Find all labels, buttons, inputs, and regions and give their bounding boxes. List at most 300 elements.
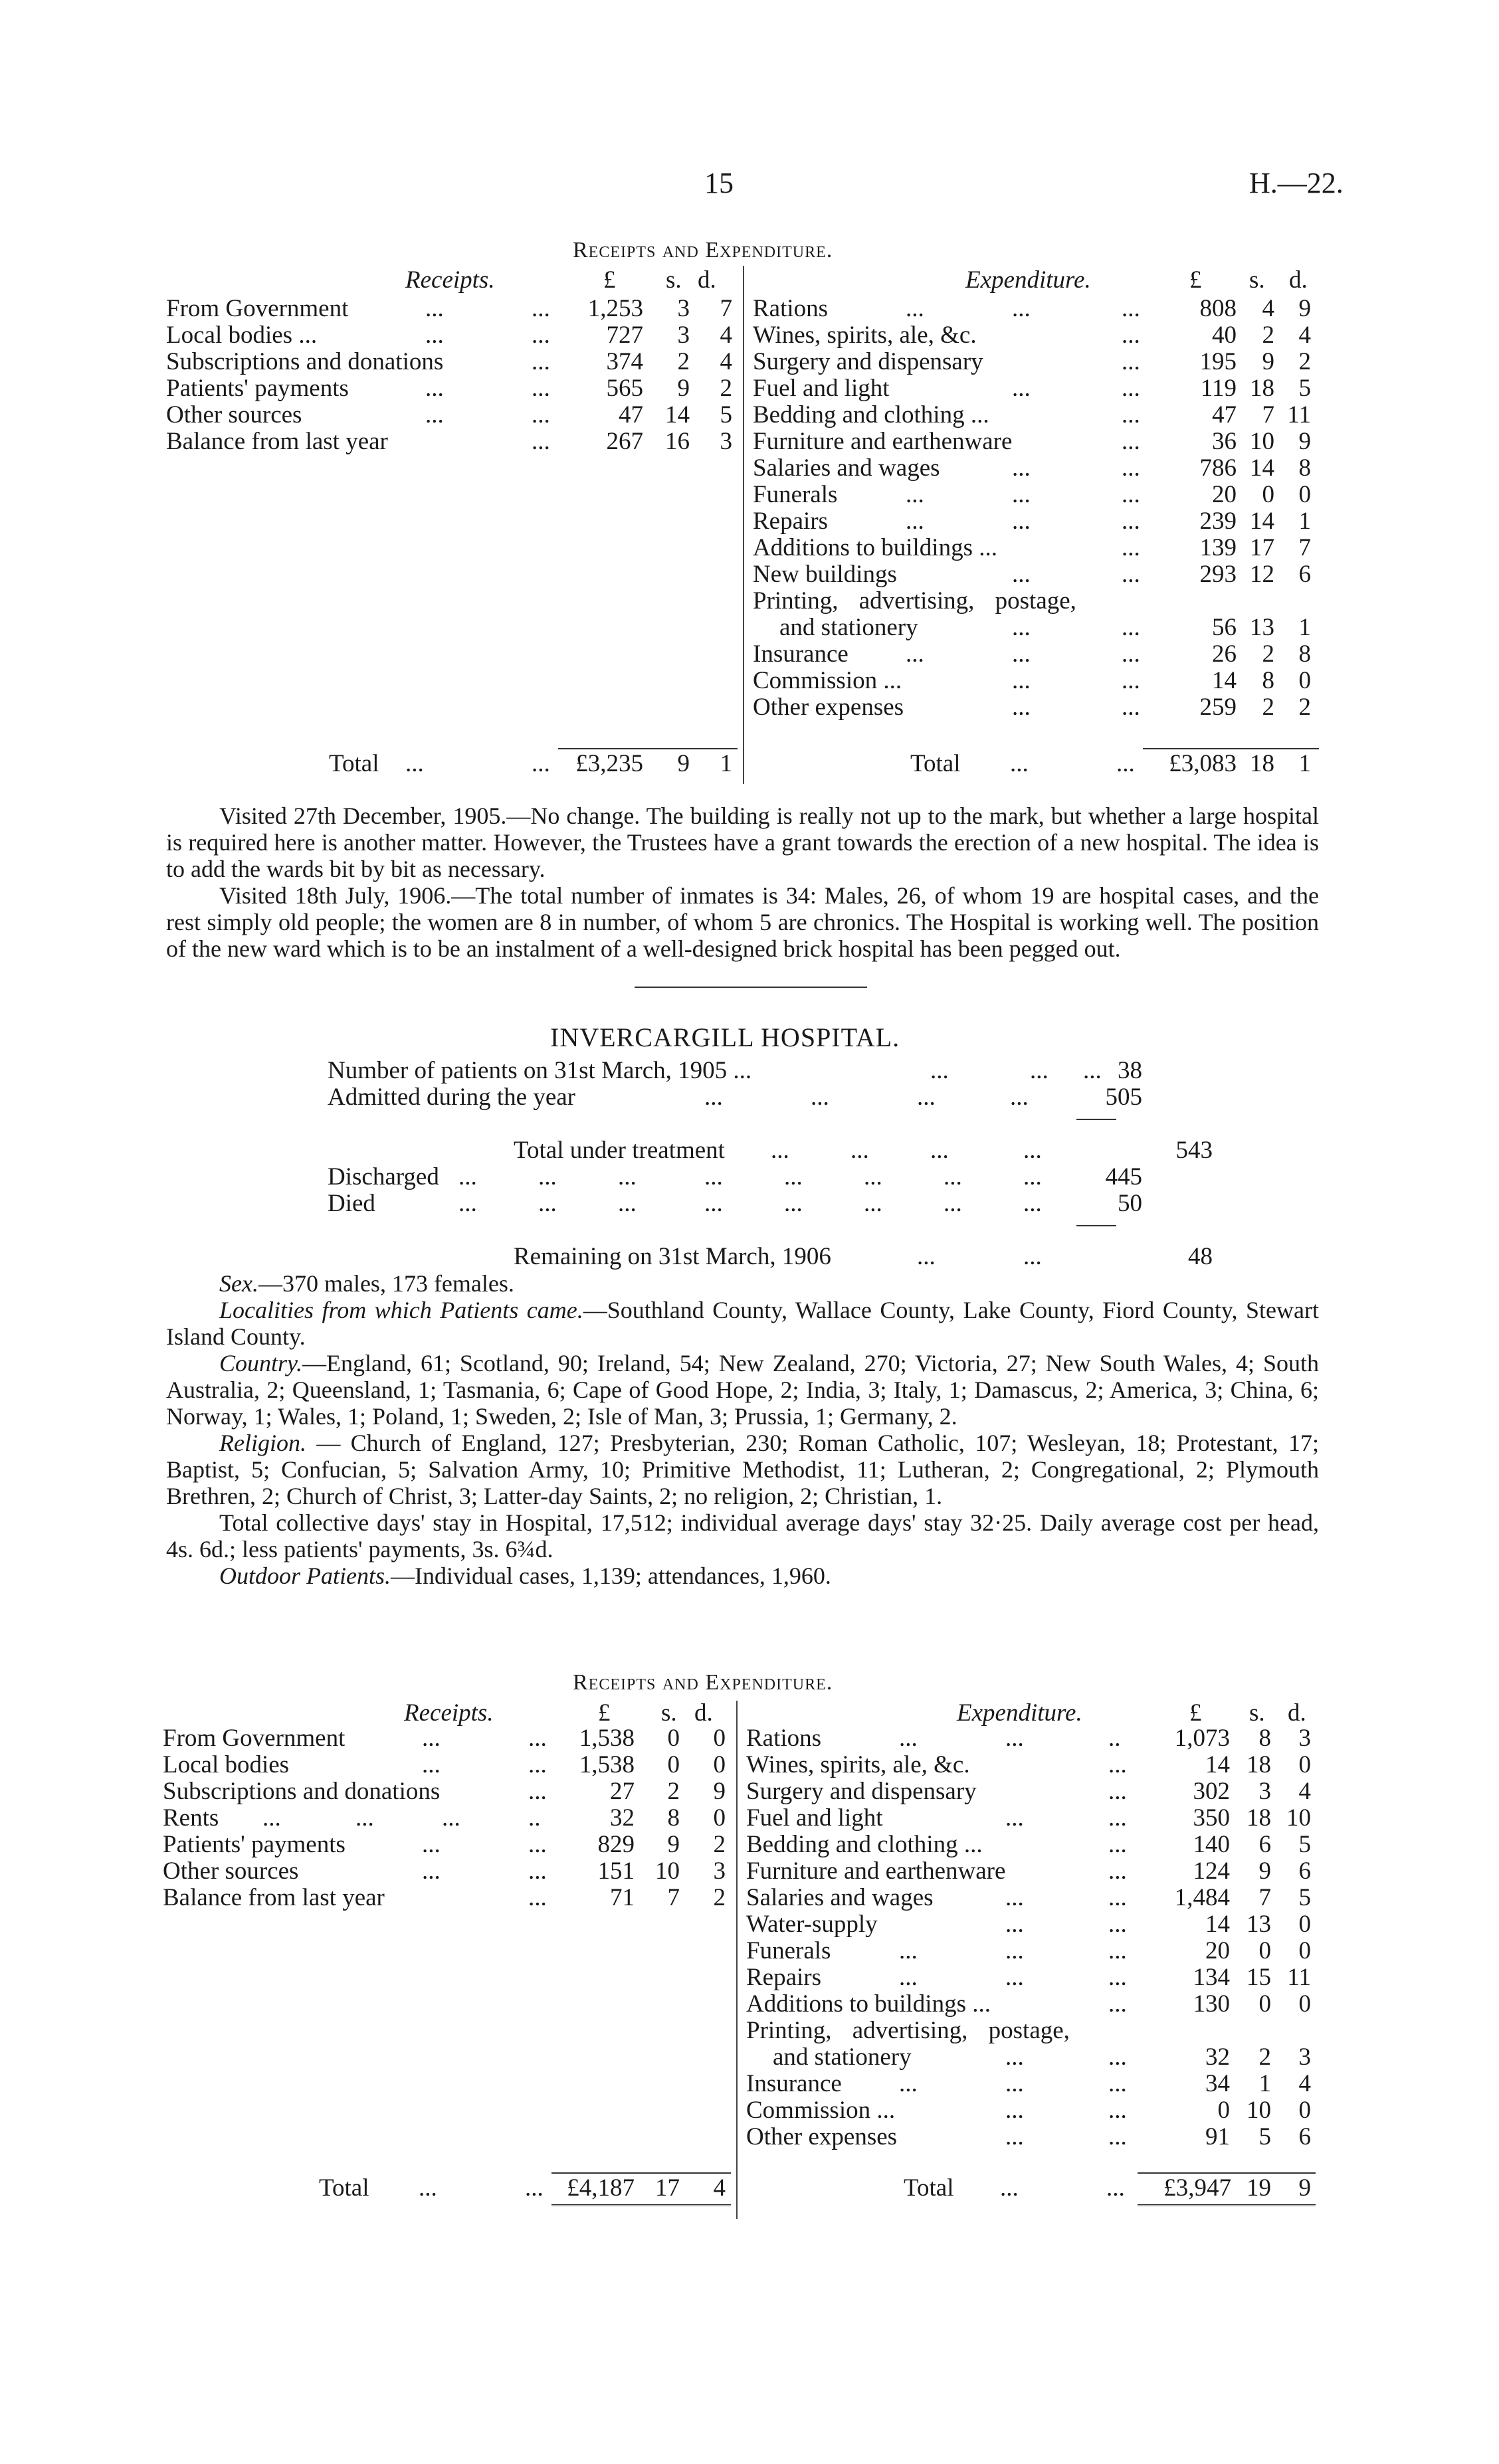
- row-label: Insurance: [746, 2070, 842, 2097]
- row-label: Surgery and dispensary: [746, 1778, 977, 1805]
- shillings-column-header: s.: [1249, 266, 1265, 294]
- expenditure-total-shillings: 18: [1250, 750, 1274, 777]
- ledger-row: Funerals ... ... ... 20 0 0: [753, 481, 1311, 508]
- subtotal-rule: [1076, 1225, 1116, 1226]
- pounds-value: 20: [1205, 1937, 1230, 1964]
- receipts-total-pence: 1: [720, 750, 732, 777]
- totals-row: Total ... ... £3,235 9 1 Total ... ... £3,083 18 1: [329, 750, 1311, 777]
- pence-value: 0: [1298, 1911, 1311, 1938]
- pounds-value: 40: [1212, 322, 1237, 349]
- pounds-value: 350: [1193, 1804, 1230, 1832]
- pounds-value: 32: [1205, 2043, 1230, 2071]
- stay-text: Total collective days' stay in Hospital, 17,512; individual average days' stay 32·25. Daily average cost per head, 4s. 6d.; less patients' payments, 3s. 6¾d.: [166, 1509, 1319, 1563]
- row-label: Other sources: [166, 401, 302, 428]
- shillings-value: 9: [677, 375, 690, 402]
- row-label: Furniture and earthenware: [746, 1857, 1006, 1885]
- ledger-row: Surgery and dispensary ... 195 9 2: [753, 348, 1311, 375]
- shillings-value: 13: [1250, 614, 1274, 641]
- pounds-column-header: £: [1189, 266, 1202, 294]
- shillings-value: 5: [1258, 2123, 1271, 2150]
- shillings-value: 8: [667, 1804, 680, 1832]
- row-label: Bedding and clothing ...: [753, 401, 989, 428]
- receipts-heading: Receipts.: [404, 1699, 494, 1727]
- ledger-row: Other expenses ... ... 91 5 6: [746, 2123, 1311, 2150]
- shillings-column-header: s.: [666, 266, 682, 294]
- pence-value: 8: [1298, 640, 1311, 668]
- pence-value: 0: [1298, 1751, 1311, 1778]
- census-value: 505: [1105, 1084, 1142, 1111]
- shillings-value: 4: [1262, 295, 1274, 322]
- pence-value: 0: [1298, 667, 1311, 694]
- shillings-value: 2: [677, 348, 690, 375]
- ledger-row: Patients' payments ... ... 565 9 2: [166, 375, 732, 402]
- visit-notes: [166, 803, 1319, 962]
- pounds-value: 71: [610, 1884, 635, 1911]
- census-label: Discharged: [328, 1163, 439, 1190]
- shillings-value: 14: [665, 401, 690, 428]
- shillings-value: 10: [655, 1857, 680, 1885]
- shillings-value: 0: [1258, 1990, 1271, 2018]
- shillings-value: 1: [1258, 2070, 1271, 2097]
- sex-text: —370 males, 173 females.: [258, 1270, 514, 1297]
- pence-value: 2: [713, 1884, 726, 1911]
- expenditure-heading: Expenditure.: [957, 1699, 1082, 1727]
- pence-value: 6: [1298, 2123, 1311, 2150]
- religion-label: Religion.: [219, 1430, 306, 1456]
- pounds-value: 727: [606, 322, 643, 349]
- pounds-column-header: £: [598, 1699, 611, 1727]
- pence-column-header: d.: [698, 266, 716, 294]
- row-label: Other sources: [163, 1857, 299, 1885]
- ledger-row: Local bodies ... ... ... 727 3 4: [166, 322, 732, 349]
- receipts-total-shillings: 9: [677, 750, 690, 777]
- shillings-value: 2: [667, 1778, 680, 1805]
- shillings-value: 0: [667, 1751, 680, 1778]
- receipts-total-pounds: £4,187: [567, 2174, 635, 2202]
- ledger-row: Patients' payments ... ... 829 9 2: [163, 1831, 726, 1858]
- shillings-value: 9: [667, 1831, 680, 1858]
- ledger-row: Fuel and light ... ... 350 18 10: [746, 1804, 1311, 1832]
- ledger-row: Additions to buildings ... ... 130 0 0: [746, 1990, 1311, 2018]
- census-value: 38: [1118, 1057, 1142, 1084]
- localities-label: Localities from which Patients came.: [219, 1297, 583, 1323]
- pounds-value: 293: [1199, 561, 1237, 588]
- row-label: Furniture and earthenware: [753, 428, 1013, 455]
- row-label: Additions to buildings ...: [746, 1990, 991, 2018]
- shillings-column-header: s.: [1249, 1699, 1265, 1727]
- census-label: Died: [328, 1190, 375, 1217]
- pounds-value: 1,073: [1174, 1725, 1230, 1752]
- visit-note: Visited 27th December, 1905.—No change. The building is really not up to the mark, but whether a large hospital is required here is another matter. However, the Trustees have a grant towards the erection of a new hospital. The idea is to add the wards bit by bit as necessary.: [166, 803, 1319, 882]
- receipts-heading: Receipts.: [405, 266, 495, 294]
- shillings-value: 17: [1250, 534, 1274, 561]
- hospital-title: INVERCARGILL HOSPITAL.: [550, 1022, 900, 1052]
- ledger-row: Additions to buildings ... ... 139 17 7: [753, 534, 1311, 561]
- ledger-row: From Government ... ... 1,538 0 0: [163, 1725, 726, 1752]
- pence-value: 0: [1298, 1937, 1311, 1964]
- total-rule: [1143, 748, 1319, 749]
- row-label: and stationery: [773, 2043, 912, 2071]
- shillings-value: 14: [1250, 508, 1274, 535]
- pounds-value: 1,538: [579, 1725, 635, 1752]
- country-label: Country.: [219, 1350, 303, 1376]
- patient-census: Number of patients on 31st March, 1905 ... ... ... ... 38 Admitted during the year ... ... ... ... 505 Total under treatment ... ... ... ... 543 Discharged ... ... ... ... ... ... ... ... 445 Died ... ... ... ... ... ... ... ... 50 Remaining on 31st March, 1906 ... ... 48: [328, 1057, 1213, 1270]
- pounds-value: 374: [606, 348, 643, 375]
- pence-value: 0: [1298, 2097, 1311, 2124]
- ledger-row: Other expenses ... ... 259 2 2: [753, 694, 1311, 721]
- pounds-value: 47: [619, 401, 643, 428]
- pounds-value: 32: [610, 1804, 635, 1832]
- pence-value: 0: [713, 1725, 726, 1752]
- pounds-value: 124: [1193, 1857, 1230, 1885]
- total-label: Total: [319, 2174, 369, 2202]
- country-text: —England, 61; Scotland, 90; Ireland, 54; New Zealand, 270; Victoria, 27; New South Wales, 4; South Australia, 2; Queensland, 1; Tasmania, 6; Cape of Good Hope, 2; India, 3; Italy, 1; Damascus, 2; America, 3; China, 6; Norway, 1; Wales, 1; Poland, 1; Sweden, 2; Isle of Man, 3; Prussia, 1; Germany, 2.: [166, 1350, 1319, 1430]
- ledger-row: Wines, spirits, ale, &c. ... 40 2 4: [753, 322, 1311, 349]
- pounds-value: 36: [1212, 428, 1237, 455]
- row-label: Commission ...: [746, 2097, 896, 2124]
- double-rule: [551, 2204, 731, 2206]
- pence-value: 7: [720, 295, 732, 322]
- pence-value: 3: [1298, 1725, 1311, 1752]
- pounds-value: 0: [1217, 2097, 1230, 2124]
- expenditure-total-pence: 9: [1298, 2174, 1311, 2202]
- shillings-value: 14: [1250, 454, 1274, 482]
- pounds-value: 134: [1193, 1964, 1230, 1991]
- row-label: Printing, advertising, postage,: [753, 587, 1076, 615]
- ledger-row: Water-supply ... ... 14 13 0: [746, 1911, 1311, 1938]
- pence-value: 3: [713, 1857, 726, 1885]
- row-label: Insurance: [753, 640, 849, 668]
- pence-value: 9: [1298, 295, 1311, 322]
- row-label: Water-supply: [746, 1911, 878, 1938]
- pounds-value: 259: [1199, 694, 1237, 721]
- row-label: Other expenses: [753, 694, 904, 721]
- pence-value: 9: [1298, 428, 1311, 455]
- row-label: Fuel and light: [753, 375, 890, 402]
- row-label: Repairs: [746, 1964, 822, 1991]
- ledger-row: Balance from last year ... 267 16 3: [166, 428, 732, 455]
- row-label: From Government: [166, 295, 349, 322]
- pence-value: 11: [1287, 401, 1311, 428]
- ledger-row: and stationery ... ... 56 13 1: [779, 614, 1311, 641]
- ledger-row: Commission ... ... ... 0 10 0: [746, 2097, 1311, 2124]
- total-label: Total: [910, 750, 961, 777]
- row-label: Repairs: [753, 508, 829, 535]
- pence-value: 7: [1298, 534, 1311, 561]
- row-label: Rations: [753, 295, 829, 322]
- row-label: Balance from last year: [163, 1884, 385, 1911]
- pence-value: 3: [720, 428, 732, 455]
- row-label: Wines, spirits, ale, &c.: [746, 1751, 970, 1778]
- ledger-row: and stationery ... ... 32 2 3: [773, 2043, 1311, 2071]
- shillings-value: 3: [1258, 1778, 1271, 1805]
- pounds-value: 140: [1193, 1831, 1230, 1858]
- census-label: Admitted during the year: [328, 1084, 575, 1111]
- pence-column-header: d.: [1288, 1699, 1306, 1727]
- row-label: Printing, advertising, postage,: [746, 2017, 1070, 2044]
- localities-text: —Southland County, Wallace County, Lake County, Fiord County, Stewart Island County.: [166, 1297, 1319, 1350]
- hospital-details: [166, 1270, 1319, 1589]
- pounds-value: 239: [1199, 508, 1237, 535]
- pounds-value: 26: [1212, 640, 1237, 668]
- ledger-row: Salaries and wages ... ... 1,484 7 5: [746, 1884, 1311, 1911]
- pounds-value: 130: [1193, 1990, 1230, 2018]
- pence-value: 2: [713, 1831, 726, 1858]
- shillings-value: 18: [1247, 1804, 1271, 1832]
- shillings-value: 3: [677, 322, 690, 349]
- shillings-value: 0: [667, 1725, 680, 1752]
- census-value: 48: [1188, 1243, 1213, 1270]
- shillings-value: 6: [1258, 1831, 1271, 1858]
- row-label: and stationery: [779, 614, 918, 641]
- pence-value: 5: [720, 401, 732, 428]
- total-rule: [558, 748, 738, 749]
- ledger-row: Furniture and earthenware ... 36 10 9: [753, 428, 1311, 455]
- census-value: 50: [1118, 1190, 1142, 1217]
- total-rule: [551, 2172, 731, 2174]
- document-reference: H.—22.: [1249, 167, 1344, 199]
- column-divider: [743, 266, 744, 784]
- receipts-ledger: [166, 296, 738, 455]
- ledger-row: Rations ... ... .. 1,073 8 3: [746, 1725, 1311, 1752]
- census-value: 445: [1105, 1163, 1142, 1190]
- shillings-value: 13: [1247, 1911, 1271, 1938]
- pence-column-header: d.: [1289, 266, 1308, 294]
- visit-note: Visited 18th July, 1906.—The total number of inmates is 34: Males, 26, of whom 19 are hospital cases, and the rest simply old people; the women are 8 in number, of whom 5 are chronics. The Hospital is working well. The position of the new ward which is to be an instalment of a well-designed brick hospital has been pegged out.: [166, 882, 1319, 962]
- pounds-value: 14: [1212, 667, 1237, 694]
- pence-value: 4: [720, 348, 732, 375]
- pence-value: 4: [1298, 1778, 1311, 1805]
- ledger-row: Bedding and clothing ... ... 140 6 5: [746, 1831, 1311, 1858]
- pence-value: 2: [1298, 348, 1311, 375]
- shillings-value: 2: [1262, 694, 1274, 721]
- section-divider: [635, 987, 867, 988]
- shillings-value: 2: [1262, 640, 1274, 668]
- ledger-row: Subscriptions and donations ... 374 2 4: [166, 348, 732, 375]
- row-label: Commission ...: [753, 667, 902, 694]
- row-label: Balance from last year: [166, 428, 388, 455]
- ledger-row: Furniture and earthenware ... 124 9 6: [746, 1857, 1311, 1885]
- sex-label: Sex.: [219, 1270, 258, 1297]
- pence-value: 4: [720, 322, 732, 349]
- total-label: Total: [329, 750, 379, 777]
- pence-value: 5: [1298, 375, 1311, 402]
- ledger-row: Rations ... ... ... 808 4 9: [753, 295, 1311, 322]
- shillings-value: 10: [1250, 428, 1274, 455]
- census-label: Number of patients on 31st March, 1905 ...: [328, 1057, 752, 1084]
- row-label: From Government: [163, 1725, 346, 1752]
- ledger-row: Other sources ... ... 47 14 5: [166, 401, 732, 428]
- receipts-total-shillings: 17: [655, 2174, 680, 2202]
- row-label: Funerals: [746, 1937, 831, 1964]
- census-label: Total under treatment: [514, 1137, 725, 1164]
- ledger-row: Subscriptions and donations ... 27 2 9: [163, 1778, 726, 1805]
- pounds-value: 34: [1205, 2070, 1230, 2097]
- pounds-value: 565: [606, 375, 643, 402]
- row-label: Subscriptions and donations: [163, 1778, 441, 1805]
- shillings-value: 3: [677, 295, 690, 322]
- pounds-value: 151: [597, 1857, 635, 1885]
- row-label: Local bodies: [163, 1751, 290, 1778]
- pounds-value: 14: [1205, 1751, 1230, 1778]
- pence-value: 0: [713, 1804, 726, 1832]
- pence-value: 3: [1298, 2043, 1311, 2071]
- subtotal-rule: [1076, 1119, 1116, 1120]
- ledger-row: Surgery and dispensary ... 302 3 4: [746, 1778, 1311, 1805]
- pence-value: 1: [1298, 508, 1311, 535]
- pence-value: 10: [1286, 1804, 1311, 1832]
- row-label: Rents: [163, 1804, 219, 1832]
- pence-value: 0: [1298, 481, 1311, 508]
- expenditure-total-pounds: £3,083: [1169, 750, 1237, 777]
- total-label: Total: [904, 2174, 954, 2202]
- ledger-row: [746, 2018, 1324, 2044]
- ledger-row: Bedding and clothing ... ... 47 7 11: [753, 401, 1311, 428]
- pence-value: 1: [1298, 614, 1311, 641]
- outdoor-label: Outdoor Patients.: [219, 1563, 391, 1589]
- pounds-value: 195: [1199, 348, 1237, 375]
- pounds-value: 119: [1200, 375, 1237, 402]
- pence-value: 11: [1287, 1964, 1311, 1991]
- ledger-row: Local bodies ... ... 1,538 0 0: [163, 1751, 726, 1778]
- ledger-row: Repairs ... ... ... 134 15 11: [746, 1964, 1311, 1991]
- page-number: 15: [704, 167, 734, 199]
- pounds-value: 1,484: [1174, 1884, 1230, 1911]
- shillings-value: 16: [665, 428, 690, 455]
- pounds-value: 20: [1212, 481, 1237, 508]
- pounds-value: 14: [1205, 1911, 1230, 1938]
- shillings-value: 7: [1262, 401, 1274, 428]
- row-label: Additions to buildings ...: [753, 534, 997, 561]
- pounds-value: 91: [1205, 2123, 1230, 2150]
- shillings-value: 9: [1262, 348, 1274, 375]
- row-label: New buildings: [753, 561, 897, 588]
- expenditure-ledger: [746, 1725, 1324, 2150]
- row-label: Patients' payments: [166, 375, 349, 402]
- pounds-value: 267: [606, 428, 643, 455]
- row-label: Wines, spirits, ale, &c.: [753, 322, 977, 349]
- pounds-value: 139: [1199, 534, 1237, 561]
- total-rule: [1138, 2172, 1316, 2174]
- shillings-value: 12: [1250, 561, 1274, 588]
- shillings-value: 7: [667, 1884, 680, 1911]
- census-label: Remaining on 31st March, 1906: [514, 1243, 831, 1270]
- pounds-value: 1,253: [587, 295, 643, 322]
- expenditure-ledger: [753, 296, 1324, 721]
- shillings-value: 15: [1247, 1964, 1271, 1991]
- pounds-value: 27: [610, 1778, 635, 1805]
- column-divider: [736, 1701, 738, 2219]
- expenditure-total-pounds: £3,947: [1163, 2174, 1231, 2202]
- ledger-row: Other sources ... ... 151 10 3: [163, 1857, 726, 1885]
- expenditure-heading: Expenditure.: [965, 266, 1091, 294]
- outdoor-text: —Individual cases, 1,139; attendances, 1,960.: [391, 1563, 831, 1589]
- shillings-value: 7: [1258, 1884, 1271, 1911]
- row-label: Subscriptions and donations: [166, 348, 444, 375]
- shillings-value: 2: [1262, 322, 1274, 349]
- row-label: Patients' payments: [163, 1831, 346, 1858]
- section-title: Receipts and Expenditure.: [573, 1670, 833, 1695]
- ledger-row: New buildings ... ... 293 12 6: [753, 561, 1311, 588]
- ledger-row: Insurance ... ... ... 26 2 8: [753, 640, 1311, 668]
- row-label: Salaries and wages: [746, 1884, 934, 1911]
- pence-value: 5: [1298, 1884, 1311, 1911]
- receipts-ledger: [163, 1725, 734, 1911]
- expenditure-total-shillings: 19: [1247, 2174, 1271, 2202]
- pounds-value: 786: [1199, 454, 1237, 482]
- totals-row: Total ... ... £4,187 17 4 Total ... ... £3,947 19 9: [319, 2174, 1311, 2202]
- shillings-value: 0: [1262, 481, 1274, 508]
- ledger-row: Repairs ... ... ... 239 14 1: [753, 508, 1311, 535]
- shillings-value: 18: [1250, 375, 1274, 402]
- pence-value: 0: [713, 1751, 726, 1778]
- ledger-row: From Government ... ... 1,253 3 7: [166, 295, 732, 322]
- pounds-column-header: £: [603, 266, 616, 294]
- row-label: Fuel and light: [746, 1804, 883, 1832]
- row-label: Bedding and clothing ...: [746, 1831, 983, 1858]
- receipts-total-pence: 4: [713, 2174, 726, 2202]
- pounds-column-header: £: [1189, 1699, 1202, 1727]
- expenditure-total-pence: 1: [1298, 750, 1311, 777]
- pence-value: 5: [1298, 1831, 1311, 1858]
- pence-value: 2: [1298, 694, 1311, 721]
- pence-value: 0: [1298, 1990, 1311, 2018]
- row-label: Local bodies ...: [166, 322, 318, 349]
- pence-value: 6: [1298, 561, 1311, 588]
- pence-value: 4: [1298, 2070, 1311, 2097]
- row-label: Rations: [746, 1725, 822, 1752]
- census-value: 543: [1175, 1137, 1213, 1164]
- ledger-row: Fuel and light ... ... 119 18 5: [753, 375, 1311, 402]
- ledger-row: Salaries and wages ... ... 786 14 8: [753, 454, 1311, 482]
- row-label: Salaries and wages: [753, 454, 940, 482]
- pounds-value: 56: [1212, 614, 1237, 641]
- pounds-value: 47: [1212, 401, 1237, 428]
- pence-column-header: d.: [694, 1699, 713, 1727]
- shillings-value: 2: [1258, 2043, 1271, 2071]
- section-title: Receipts and Expenditure.: [573, 238, 833, 262]
- shillings-value: 0: [1258, 1937, 1271, 1964]
- row-label: Other expenses: [746, 2123, 898, 2150]
- shillings-value: 8: [1262, 667, 1274, 694]
- shillings-value: 8: [1258, 1725, 1271, 1752]
- pence-value: 4: [1298, 322, 1311, 349]
- shillings-column-header: s.: [661, 1699, 677, 1727]
- ledger-row: [753, 588, 1324, 615]
- row-label: Surgery and dispensary: [753, 348, 983, 375]
- ledger-row: Balance from last year ... 71 7 2: [163, 1884, 726, 1911]
- receipts-total-pounds: £3,235: [575, 750, 643, 777]
- pounds-value: 808: [1199, 295, 1237, 322]
- pence-value: 6: [1298, 1857, 1311, 1885]
- pounds-value: 829: [597, 1831, 635, 1858]
- religion-text: — Church of England, 127; Presbyterian, 230; Roman Catholic, 107; Wesleyan, 18; Protestant, 17; Baptist, 5; Confucian, 5; Salvation Army, 10; Primitive Methodist, 11; Lutheran, 2; Congregational, 2; Plymouth Brethren, 2; Church of Christ, 3; Latter-day Saints, 2; no religion, 2; Christian, 1.: [166, 1430, 1319, 1509]
- pence-value: 9: [713, 1778, 726, 1805]
- ledger-row: Funerals ... ... ... 20 0 0: [746, 1937, 1311, 1964]
- pence-value: 2: [720, 375, 732, 402]
- pounds-value: 1,538: [579, 1751, 635, 1778]
- ledger-row: Rents ... ... ... .. 32 8 0: [163, 1804, 726, 1832]
- ledger-row: Commission ... ... ... 14 8 0: [753, 667, 1311, 694]
- pence-value: 8: [1298, 454, 1311, 482]
- pounds-value: 302: [1193, 1778, 1230, 1805]
- shillings-value: 18: [1247, 1751, 1271, 1778]
- ledger-row: Wines, spirits, ale, &c. ... 14 18 0: [746, 1751, 1311, 1778]
- ledger-row: Insurance ... ... ... 34 1 4: [746, 2070, 1311, 2097]
- shillings-value: 9: [1258, 1857, 1271, 1885]
- row-label: Funerals: [753, 481, 838, 508]
- double-rule: [1138, 2204, 1316, 2206]
